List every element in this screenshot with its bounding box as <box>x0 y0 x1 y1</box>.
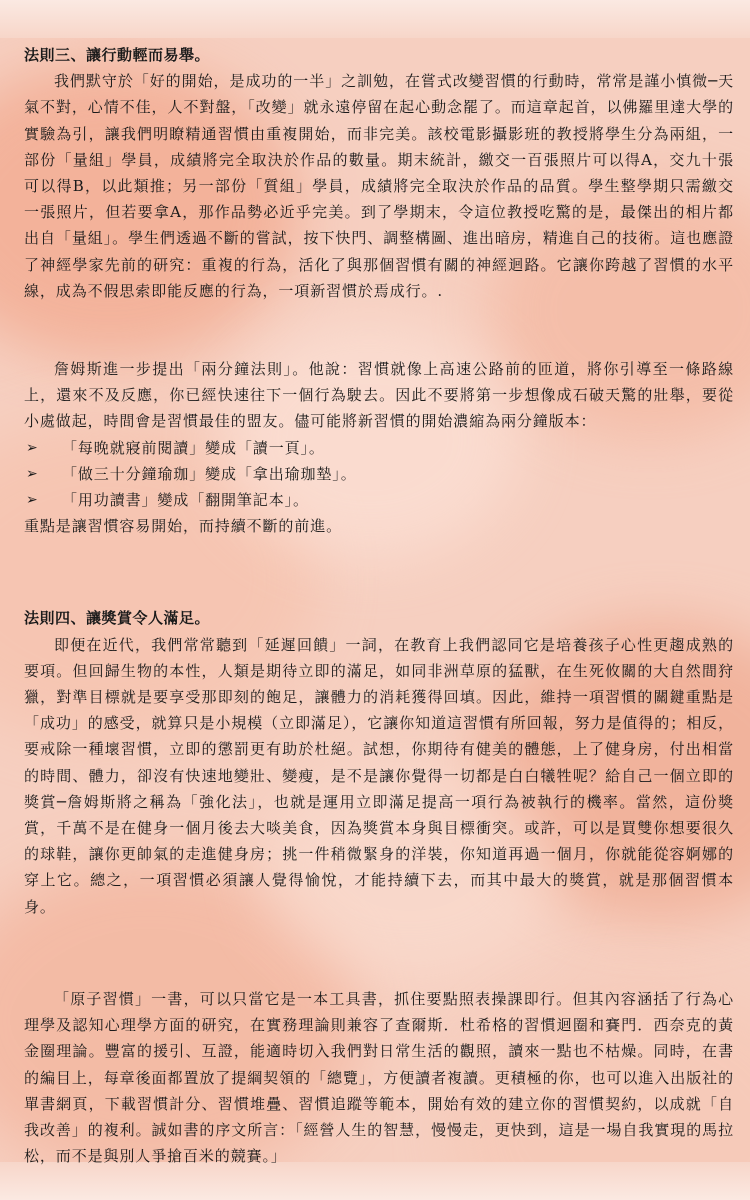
paragraph-law-3: 我們默守於「好的開始，是成功的一半」之訓勉，在嘗式改變習慣的行動時，常常是謹小慎微─天氣不對，心情不佳，人不對盤，「改變」就永遠停留在起心動念罷了。而這章起首，以佛羅里達大學的實驗為引，讓我們明瞭精通習慣由重複開始，而非完美。該校電影攝影班的教授將學生分為兩組，一部份「量組」學員，成績將完全取決於作品的數量。期末統計，繳交一百張照片可以得A，交九十張可以得B，以此類推；另一部份「質組」學員，成績將完全取決於作品的品質。學生整學期只需繳交一張照片，但若要拿A，那作品勢必近乎完美。到了學期末，令這位教授吃驚的是，最傑出的相片都出自「量組」。學生們透過不斷的嘗試，按下快門、調整構圖、進出暗房，精進自己的技術。這也應證了神經學家先前的研究：重複的行為，活化了與那個習慣有關的神經迴路。它讓你跨越了習慣的水平線，成為不假思索即能反應的行為，一項新習慣於焉成行。. <box>24 72 734 300</box>
paragraph-two-minute-conclusion: 重點是讓習慣容易開始，而持續不斷的前進。 <box>24 517 343 536</box>
list-item-text: 「每晚就寢前閱讀」變成「讀一頁」。 <box>62 438 325 457</box>
two-minute-examples-list <box>24 435 734 514</box>
list-item-text: 「做三十分鐘瑜珈」變成「拿出瑜珈墊」。 <box>62 464 357 483</box>
arrow-bullet-icon: ➢ <box>26 465 39 482</box>
paragraph-law-4: 即便在近代，我們常常聽到「延遲回饋」一詞，在教育上我們認同它是培養孩子心性更趨成熟的要項。但回歸生物的本性，人類是期待立即的滿足，如同非洲草原的猛獸，在生死攸關的大自然間狩獵，對準目標就是要享受那即刻的飽足，讓體力的消耗獲得回填。因此，維持一項習慣的關鍵重點是「成功」的感受，就算只是小規模（立即滿足），它讓你知道這習慣有所回報，努力是值得的；相反，要戒除一種壞習慣，立即的懲罰更有助於杜絕。試想，你期待有健美的體態，上了健身房，付出相當的時間、體力，卻沒有快速地變壯、變瘦，是不是讓你覺得一切都是白白犧牲呢？給自己一個立即的獎賞─詹姆斯將之稱為「強化法」，也就是運用立即滿足提高一項行為被執行的機率。當然，這份獎賞，千萬不是在健身一個月後去大啖美食，因為獎賞本身與目標衝突。或許，可以是買雙你想要很久的球鞋，讓你更帥氣的走進健身房；挑一件稍微緊身的洋裝，你知道再過一個月，你就能從容婀娜的穿上它。總之，一項習慣必須讓人覺得愉悅，才能持續下去，而其中最大的獎賞，就是那個習慣本身。 <box>24 635 734 916</box>
top-border-band <box>0 0 750 38</box>
section-heading-law-3: 法則三、讓行動輕而易舉。 <box>24 46 211 64</box>
arrow-bullet-icon: ➢ <box>26 439 39 456</box>
paragraph-book-summary: 「原子習慣」一書，可以只當它是一本工具書，抓住要點照表操課即行。但其內容涵括了行為心理學及認知心理學方面的研究，在實務理論則兼容了查爾斯．杜希格的習慣迴圈和賽門．西奈克的黃金圈理論。豐富的援引、互證，能適時切入我們對日常生活的觀照，讀來一點也不枯燥。同時，在書的編目上，每章後面都置放了提綱契領的「總覽」，方便讀者複讀。更積極的你，也可以進入出版社的單書網頁，下載習慣計分、習慣堆疊、習慣追蹤等範本，開始有效的建立你的習慣契約，以成就「自我改善」的複利。誠如書的序文所言：「經營人生的智慧，慢慢走，更快到，這是一場自我實現的馬拉松，而不是與別人爭搶百米的競賽。」 <box>24 989 734 1166</box>
article-body <box>24 42 734 1169</box>
list-item-text: 「用功讀書」變成「翻開筆記本」。 <box>62 491 309 510</box>
paragraph-two-minute-rule: 詹姆斯進一步提出「兩分鐘法則」。他說：習慣就像上高速公路前的匝道，將你引導至一條路線上，還來不及反應，你已經快速往下一個行為駛去。因此不要將第一步想像成石破天驚的壯舉，要從小處做起，時間會是習慣最佳的盟友。儘可能將新習慣的開始濃縮為兩分鐘版本： <box>24 360 734 431</box>
arrow-bullet-icon: ➢ <box>26 492 39 509</box>
list-item <box>24 461 734 487</box>
list-item <box>24 487 734 513</box>
list-item <box>24 435 734 461</box>
section-heading-law-4: 法則四、讓獎賞令人滿足。 <box>24 609 211 628</box>
